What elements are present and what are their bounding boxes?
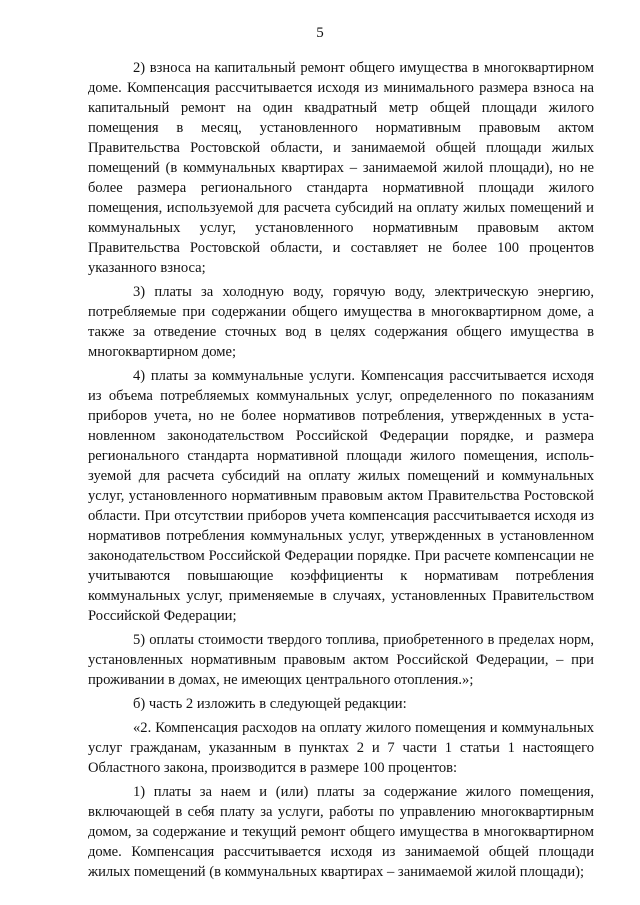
page-number: 5 [316, 25, 324, 41]
paragraph-subpoint-b: б) часть 2 изложить в следующей редакции: [133, 696, 407, 712]
paragraph-item-4: 4) платы за коммунальные услуги. Компенсация рассчитывается исходя из объема потребляемых коммунальных услуг, определенного по показаниям приборов учета, но не более нормативов потребления, утвержденных в установленном законодательством Российской Федерации порядке, и размера регионального стандарта нормативной площади жилого помещения, используемой для расчета субсидий на оплату жилых помещений и коммунальных услуг, установленного нормативным правовым актом Правительства Ростовской области. При отсутствии приборов учета компенсация рассчитывается исходя из нормативов потребления коммунальных услуг, утвержденных в установленном законодательством Российской Федерации порядке. При расчете компенсации не учитываются повышающие коэффициенты к нормативам потребления коммунальных услуг, применяемые в случаях, установленных Правительством Российской Федерации; [88, 368, 594, 624]
paragraph-part-2-item-1: 1) платы за наем и (или) платы за содержание жилого помещения, включающей в себя плату за услуги, работы по управлению многоквартирным домом, за содержание и текущий ремонт общего имущества в многоквартирном доме. Компенсация рассчитывается исходя из занимаемой общей площади жилых помещений (в коммунальных квартирах – занимаемой жилой площади); [88, 784, 594, 880]
paragraph-item-2: 2) взноса на капитальный ремонт общего имущества в многоквартирном доме. Компенсация рассчитывается исходя из минимального размера взноса на капитальный ремонт на один квадратный метр общей площади жилого помещения в месяц, установленного нормативным правовым актом Правительства Ростовской области, и занимаемой общей площади жилых помещений (в коммунальных квартирах – занимаемой жилой площади), но не более размера регионального стандарта нормативной площади жилого помещения, используемой для расчета субсидий на оплату жилых помещений и коммунальных услуг, установленного нормативным правовым актом Правительства Ростовской области, и составляет не более 100 процентов указанного взноса; [88, 60, 594, 276]
paragraph-item-5: 5) оплаты стоимости твердого топлива, приобретенного в пределах норм, установленных нормативным правовым актом Российской Федерации, – при проживании в домах, не имеющих центрального отопления.»; [88, 632, 594, 688]
paragraph-part-2: «2. Компенсация расходов на оплату жилого помещения и коммунальных услуг гражданам, указанным в пунктах 2 и 7 части 1 статьи 1 настоящего Областного закона, производится в размере 100 процентов: [88, 720, 594, 776]
paragraph-item-3: 3) платы за холодную воду, горячую воду, электрическую энергию, потребляемые при содержании общего имущества в многоквартирном доме, а также за отведение сточных вод в целях содержания общего имущества в многоквартирном доме; [88, 284, 594, 360]
document-body [88, 58, 594, 886]
